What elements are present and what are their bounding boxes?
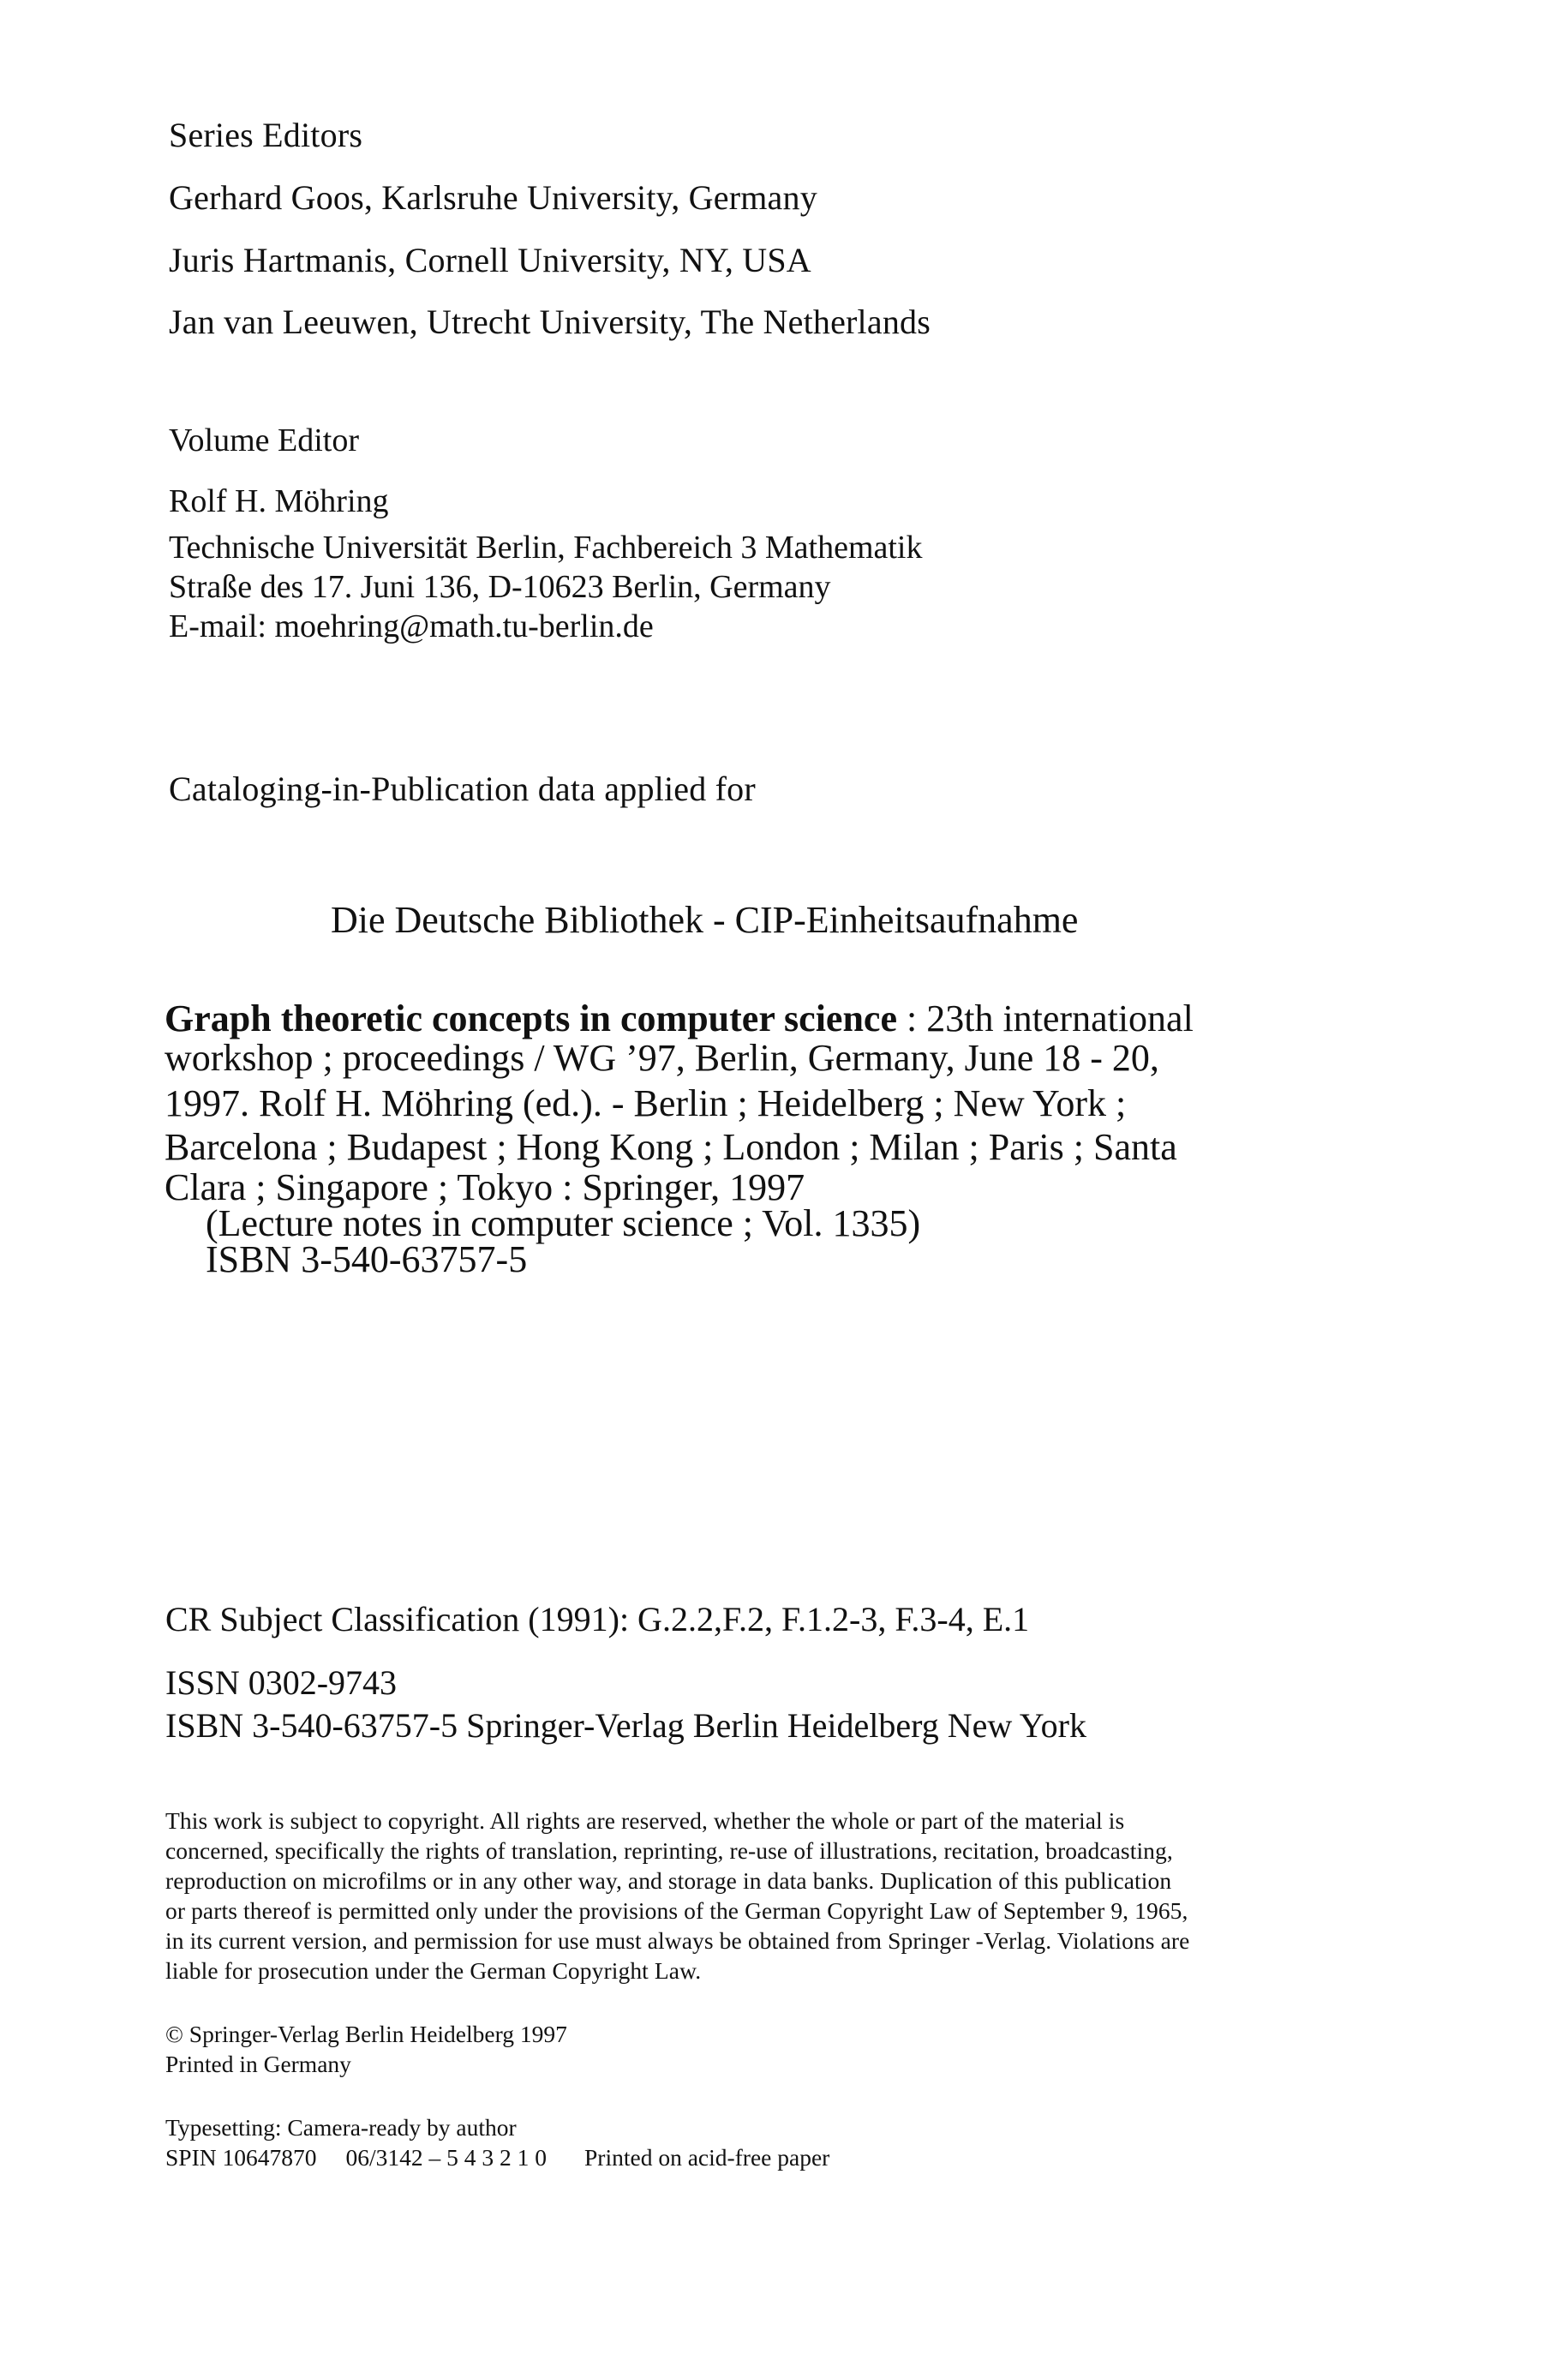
cip-line-3: 1997. Rolf H. Möhring (ed.). - Berlin ; Heidelberg ; New York ; bbox=[165, 1082, 1127, 1124]
cip-title: Graph theoretic concepts in computer science bbox=[165, 997, 897, 1039]
volume-editor-address: Straße des 17. Juni 136, D-10623 Berlin, Germany bbox=[169, 569, 831, 605]
cip-isbn: ISBN 3-540-63757-5 bbox=[206, 1238, 528, 1280]
spin-number: SPIN 10647870 bbox=[165, 2144, 317, 2171]
typesetting: Typesetting: Camera-ready by author bbox=[165, 2114, 517, 2141]
production-line bbox=[165, 2144, 829, 2171]
series-editor-goos: Gerhard Goos, Karlsruhe University, Germany bbox=[169, 178, 817, 217]
copyright-paragraph-line-1: This work is subject to copyright. All rights are reserved, whether the whole or part of the material is bbox=[165, 1807, 1125, 1834]
series-editor-hartmanis: Juris Hartmanis, Cornell University, NY, USA bbox=[169, 241, 811, 279]
copyright-paragraph-line-3: reproduction on microfilms or in any other way, and storage in data banks. Duplication of this publication bbox=[165, 1867, 1172, 1894]
volume-editor-email: E-mail: moehring@math.tu-berlin.de bbox=[169, 608, 654, 644]
copyright-paragraph-line-6: liable for prosecution under the German Copyright Law. bbox=[165, 1957, 702, 1984]
copyright-paragraph-line-5: in its current version, and permission for use must always be obtained from Springer -Verlag. Violations are bbox=[165, 1927, 1190, 1954]
cip-title-line bbox=[165, 997, 1194, 1040]
cip-heading: Die Deutsche Bibliothek - CIP-Einheitsaufnahme bbox=[331, 899, 1079, 941]
print-code: 06/3142 – 5 4 3 2 1 0 bbox=[345, 2144, 547, 2171]
copyright-line: © Springer-Verlag Berlin Heidelberg 1997 bbox=[165, 2021, 567, 2047]
cip-line-5: Clara ; Singapore ; Tokyo : Springer, 1997 bbox=[165, 1166, 805, 1208]
printed-in: Printed in Germany bbox=[165, 2051, 351, 2077]
cip-title-tail: : 23th international bbox=[897, 997, 1194, 1039]
cip-line-2: workshop ; proceedings / WG ’97, Berlin, Germany, June 18 - 20, bbox=[165, 1037, 1159, 1079]
isbn-publisher: ISBN 3-540-63757-5 Springer-Verlag Berlin Heidelberg New York bbox=[165, 1706, 1086, 1745]
acid-free-note: Printed on acid-free paper bbox=[584, 2144, 830, 2171]
series-editor-van-leeuwen: Jan van Leeuwen, Utrecht University, The Netherlands bbox=[169, 302, 931, 341]
volume-editor-affiliation: Technische Universität Berlin, Fachbereich 3 Mathematik bbox=[169, 530, 923, 566]
volume-editor-heading: Volume Editor bbox=[169, 422, 360, 458]
cip-series: (Lecture notes in computer science ; Vol. 1335) bbox=[206, 1202, 921, 1244]
copyright-paragraph-line-2: concerned, specifically the rights of translation, reprinting, re-use of illustrations, recitation, broadcasting, bbox=[165, 1837, 1173, 1864]
copyright-paragraph-line-4: or parts thereof is permitted only under the provisions of the German Copyright Law of September 9, 1965, bbox=[165, 1897, 1188, 1924]
cip-line-4: Barcelona ; Budapest ; Hong Kong ; London ; Milan ; Paris ; Santa bbox=[165, 1126, 1177, 1168]
series-editors-heading: Series Editors bbox=[169, 116, 363, 154]
volume-editor-name: Rolf H. Möhring bbox=[169, 483, 389, 519]
cataloging-note: Cataloging-in-Publication data applied for bbox=[169, 770, 756, 808]
cr-classification: CR Subject Classification (1991): G.2.2,F.2, F.1.2-3, F.3-4, E.1 bbox=[165, 1600, 1030, 1638]
issn: ISSN 0302-9743 bbox=[165, 1663, 398, 1702]
